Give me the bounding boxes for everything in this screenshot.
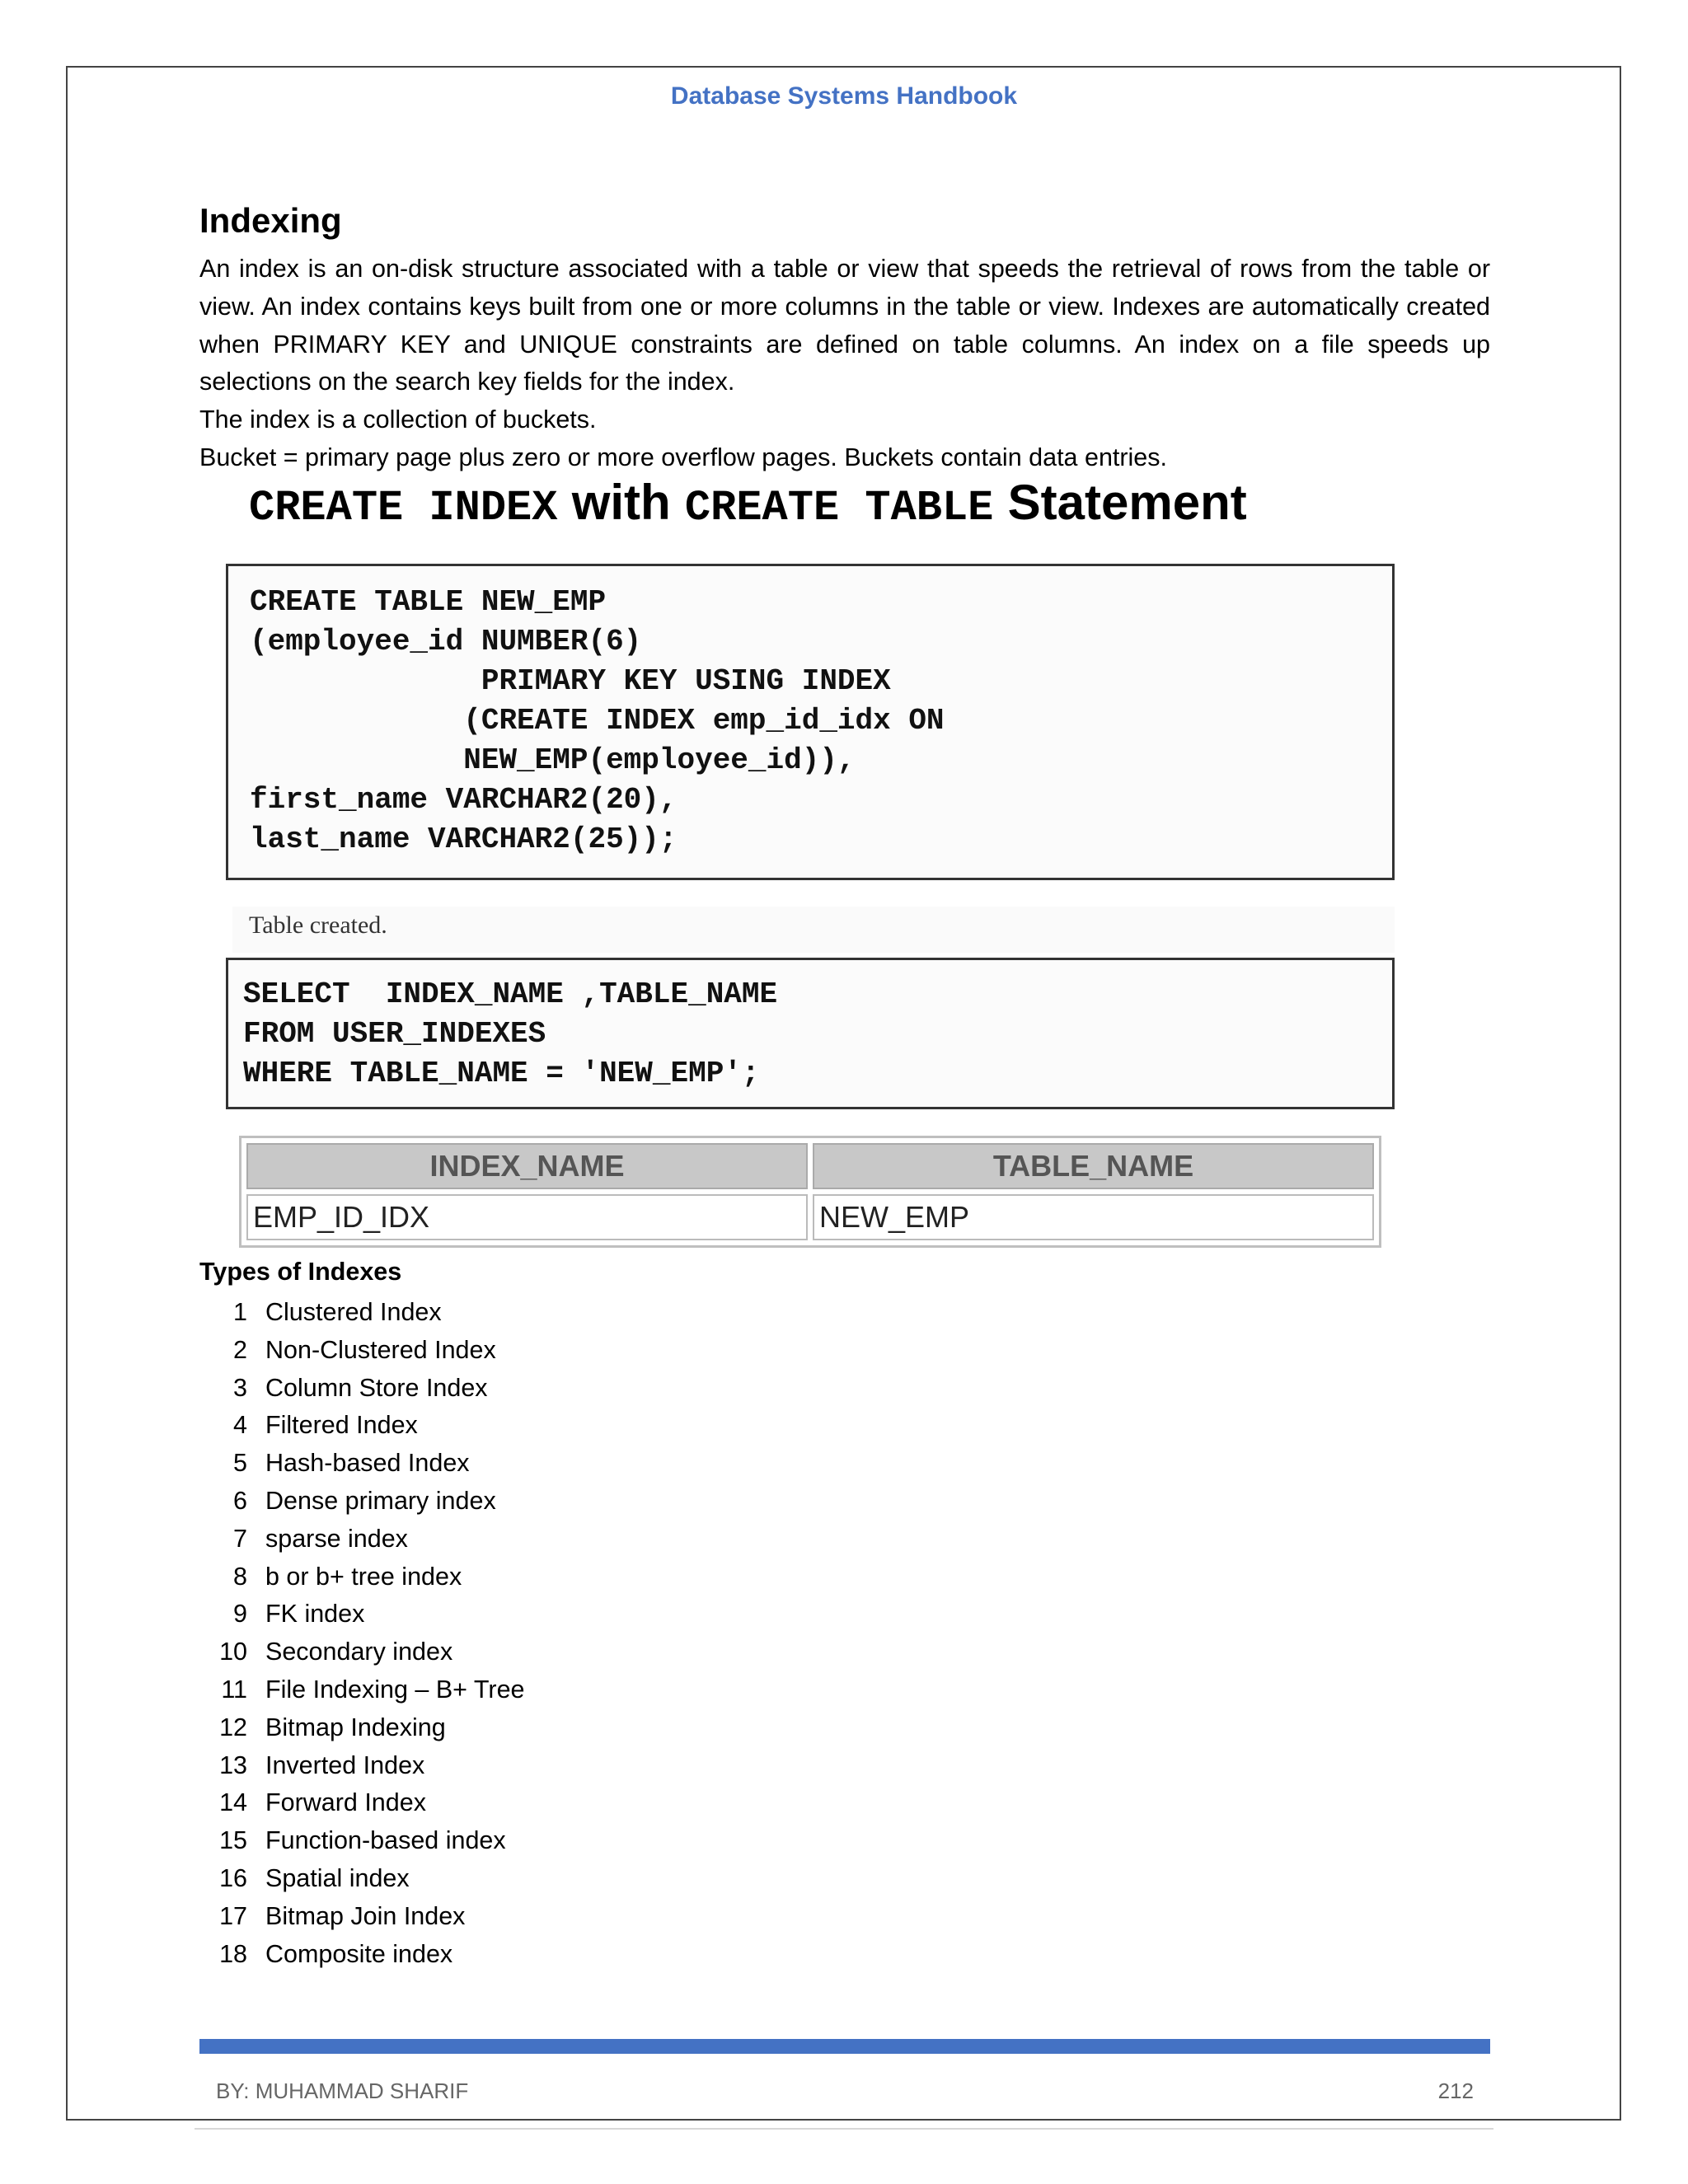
list-item (199, 1445, 525, 1483)
intro-text (199, 251, 1490, 477)
list-item-label: Hash-based Index (265, 1449, 470, 1478)
list-item-label: FK index (265, 1600, 365, 1629)
list-item-label: Composite index (265, 1939, 453, 1968)
types-heading: Types of Indexes (199, 1258, 402, 1286)
list-item (199, 1483, 525, 1521)
footer-accent-bar (199, 2039, 1490, 2054)
list-item-label: Clustered Index (265, 1298, 442, 1326)
list-item-label: Secondary index (265, 1638, 453, 1666)
list-item-number: 7 (233, 1524, 247, 1553)
list-item-number: 14 (219, 1788, 247, 1817)
list-item (199, 1558, 525, 1596)
list-item-number: 6 (233, 1486, 247, 1515)
page-number: 212 (1437, 2079, 1474, 2103)
list-item-label: Function-based index (265, 1826, 506, 1855)
list-item (199, 1370, 525, 1408)
list-item-number: 18 (219, 1939, 247, 1968)
figure-title (249, 470, 1247, 541)
list-item-label: Filtered Index (265, 1411, 418, 1440)
create-table-code: CREATE TABLE NEW_EMP (employee_id NUMBER(6) PRIMARY KEY USING INDEX (CREATE INDEX emp_id_idx ON NEW_EMP(employee_id)), first_name VARCHAR2(20), last_name VARCHAR2(25)); (250, 585, 945, 856)
list-item-number: 13 (219, 1750, 247, 1779)
cell-table-name: NEW_EMP (813, 1194, 1374, 1240)
list-item-label: File Indexing – B+ Tree (265, 1675, 525, 1704)
table-created-status: Table created. (232, 907, 1395, 953)
select-query-code: SELECT INDEX_NAME ,TABLE_NAME FROM USER_INDEXES WHERE TABLE_NAME = 'NEW_EMP'; (243, 977, 778, 1090)
list-item-number: 3 (233, 1373, 247, 1402)
section-heading: Indexing (199, 201, 342, 240)
list-item (199, 1596, 525, 1633)
list-item (199, 1671, 525, 1709)
list-item-label: Inverted Index (265, 1750, 425, 1779)
list-item (199, 1747, 525, 1785)
figure-title-part: CREATE INDEX (249, 484, 558, 532)
list-item (199, 1521, 525, 1558)
list-item-number: 10 (219, 1638, 247, 1666)
list-item-number: 12 (219, 1713, 247, 1741)
column-header-index-name: INDEX_NAME (246, 1143, 808, 1189)
list-item-label: Dense primary index (265, 1486, 496, 1515)
list-item-number: 9 (233, 1600, 247, 1629)
list-item-number: 8 (233, 1562, 247, 1591)
list-item-label: Bitmap Indexing (265, 1713, 446, 1741)
list-item-label: b or b+ tree index (265, 1562, 462, 1591)
running-header: Database Systems Handbook (670, 82, 1018, 110)
list-item (199, 1860, 525, 1898)
list-item (199, 1822, 525, 1860)
list-item-label: Forward Index (265, 1788, 426, 1817)
buckets-line: The index is a collection of buckets. (199, 405, 597, 434)
list-item (199, 1332, 525, 1370)
bucket-definition-line: Bucket = primary page plus zero or more overflow pages. Buckets contain data entries. (199, 443, 1167, 471)
table-row (246, 1194, 1374, 1240)
list-item-label: Bitmap Join Index (265, 1901, 466, 1930)
column-header-table-name: TABLE_NAME (813, 1143, 1374, 1189)
list-item-number: 15 (219, 1826, 247, 1855)
list-item (199, 1709, 525, 1747)
list-item-number: 5 (233, 1449, 247, 1478)
list-item-label: Spatial index (265, 1863, 410, 1892)
figure-title-part: CREATE TABLE (684, 484, 994, 532)
list-item (199, 1294, 525, 1332)
list-item-label: Non-Clustered Index (265, 1335, 496, 1364)
list-item-number: 11 (221, 1675, 247, 1704)
list-item (199, 1936, 525, 1974)
create-table-code-box (226, 564, 1395, 880)
figure-title-part: Statement (1007, 475, 1247, 530)
figure-title-part: with (571, 475, 671, 530)
list-item-number: 1 (233, 1298, 247, 1326)
list-item (199, 1784, 525, 1822)
list-item-number: 4 (233, 1411, 247, 1440)
intro-paragraph: An index is an on-disk structure associated with a table or view that speeds the retrieval of rows from the table or view. An index contains keys built from one or more columns in the table or view. Indexes are automatically created when PRIMARY KEY and UNIQUE constraints are defined on table columns. An index on a file speeds up selections on the search key fields for the index. (199, 255, 1490, 396)
list-item-number: 2 (233, 1335, 247, 1364)
select-query-code-box (226, 958, 1395, 1109)
list-item (199, 1407, 525, 1445)
list-item (199, 1633, 525, 1671)
list-item-label: sparse index (265, 1524, 408, 1553)
types-list (199, 1294, 525, 1973)
footer-author: BY: MUHAMMAD SHARIF (216, 2079, 469, 2103)
list-item-number: 16 (219, 1863, 247, 1892)
table-header-row (246, 1143, 1374, 1189)
query-result-table (239, 1136, 1381, 1248)
list-item-number: 17 (219, 1901, 247, 1930)
bottom-rule (195, 2128, 1493, 2130)
list-item-label: Column Store Index (265, 1373, 488, 1402)
list-item (199, 1898, 525, 1936)
cell-index-name: EMP_ID_IDX (246, 1194, 808, 1240)
